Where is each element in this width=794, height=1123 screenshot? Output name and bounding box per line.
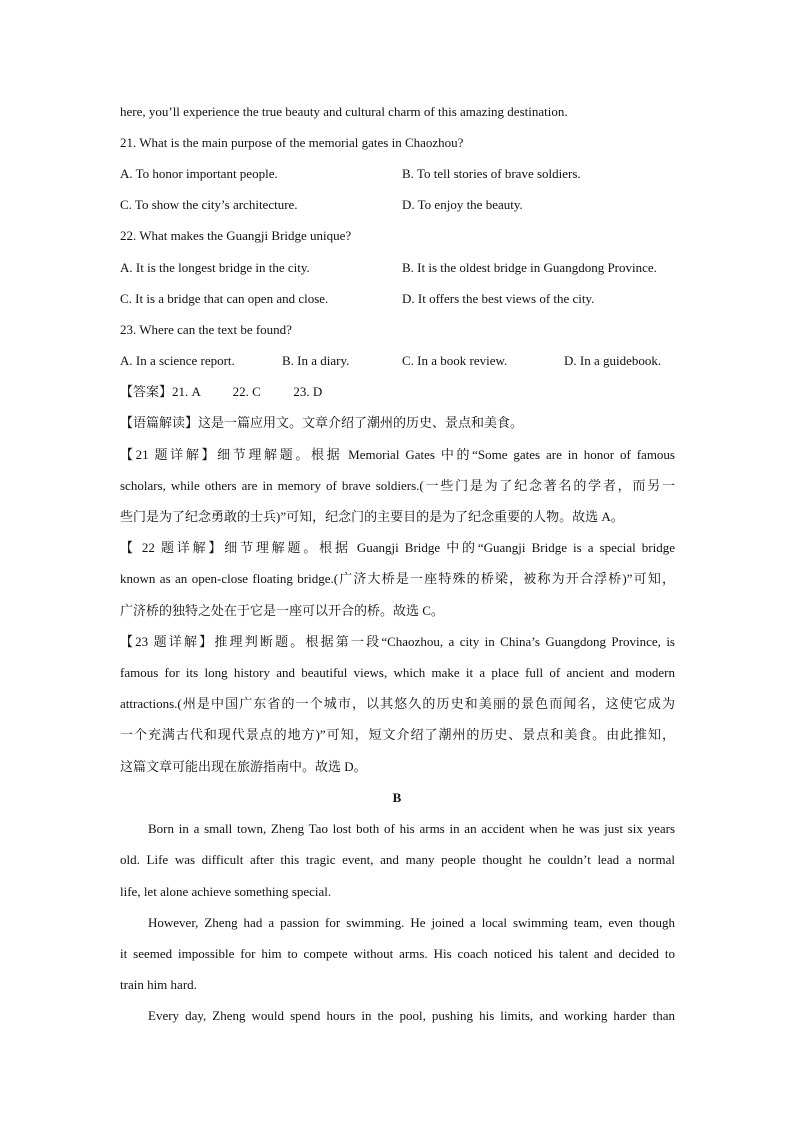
explain-21-line: 【21 题详解】细节理解题。根据 Memorial Gates 中的“Some gates are in honor of famous — [120, 447, 675, 462]
question-22-option-a: A. It is the longest bridge in the city. — [120, 260, 310, 275]
question-21-option-b: B. To tell stories of brave soldiers. — [402, 166, 581, 181]
question-21-option-a: A. To honor important people. — [120, 166, 278, 181]
passage-b-line: train him hard. — [120, 977, 197, 992]
question-23-option-b: B. In a diary. — [282, 353, 350, 368]
passage-b-line: life, let alone achieve something special. — [120, 884, 332, 899]
explain-22-line: 【 22 题详解】细节理解题。根据 Guangji Bridge 中的“Guangji Bridge is a special bridge — [120, 540, 675, 555]
passage-b-line: it seemed impossible for him to compete without arms. His coach noticed his talent and decided to — [120, 946, 675, 961]
question-23-option-a: A. In a science report. — [120, 353, 235, 368]
explain-21-line: scholars, while others are in memory of brave soldiers.(一些门是为了纪念著名的学者，而另一 — [120, 478, 675, 493]
section-b-title: B — [392, 790, 402, 805]
explain-23-line: famous for its long history and beautiful views, which make it a place full of ancient and modern — [120, 665, 675, 680]
question-21-option-c: C. To show the city’s architecture. — [120, 197, 298, 212]
question-23-stem: 23. Where can the text be found? — [120, 322, 292, 337]
answer-line: 【答案】21. A 22. C 23. D — [120, 384, 323, 399]
question-22-option-c: C. It is a bridge that can open and close. — [120, 291, 329, 306]
intro-tail-text: here, you’ll experience the true beauty and cultural charm of this amazing destination. — [120, 104, 568, 119]
explain-21-line: 些门是为了纪念勇敢的士兵)”可知，纪念门的主要目的是为了纪念重要的人物。故选 A。 — [120, 509, 624, 524]
explain-23-line: 这篇文章可能出现在旅游指南中。故选 D。 — [120, 759, 367, 774]
passage-b-line: Born in a small town, Zheng Tao lost both of his arms in an accident when he was just six years — [148, 821, 675, 836]
passage-b-line: However, Zheng had a passion for swimming. He joined a local swimming team, even though — [148, 915, 675, 930]
question-22-option-d: D. It offers the best views of the city. — [402, 291, 595, 306]
passage-b-line: old. Life was difficult after this tragic event, and many people thought he couldn’t lead a normal — [120, 852, 675, 867]
explain-23-line: 【23 题详解】推理判断题。根据第一段“Chaozhou, a city in China’s Guangdong Province, is — [120, 634, 675, 649]
question-22-option-b: B. It is the oldest bridge in Guangdong Province. — [402, 260, 657, 275]
question-23-option-d: D. In a guidebook. — [564, 353, 662, 368]
analysis-intro: 【语篇解读】这是一篇应用文。文章介绍了潮州的历史、景点和美食。 — [120, 415, 524, 430]
explain-22-line: 广济桥的独特之处在于它是一座可以开合的桥。故选 C。 — [120, 603, 444, 618]
question-21-stem: 21. What is the main purpose of the memorial gates in Chaozhou? — [120, 135, 464, 150]
question-22-stem: 22. What makes the Guangji Bridge unique? — [120, 228, 352, 243]
explain-23-line: 一个充满古代和现代景点的地方)”可知，短文介绍了潮州的历史、景点和美食。由此推知， — [120, 727, 675, 742]
explain-22-line: known as an open-close floating bridge.(广济大桥是一座特殊的桥梁，被称为开合浮桥)”可知， — [120, 571, 675, 586]
passage-b-line: Every day, Zheng would spend hours in the pool, pushing his limits, and working harder than — [148, 1008, 675, 1023]
question-23-option-c: C. In a book review. — [402, 353, 508, 368]
question-21-option-d: D. To enjoy the beauty. — [402, 197, 523, 212]
explain-23-line: attractions.(州是中国广东省的一个城市，以其悠久的历史和美丽的景色而闻名，这使它成为 — [120, 696, 675, 711]
